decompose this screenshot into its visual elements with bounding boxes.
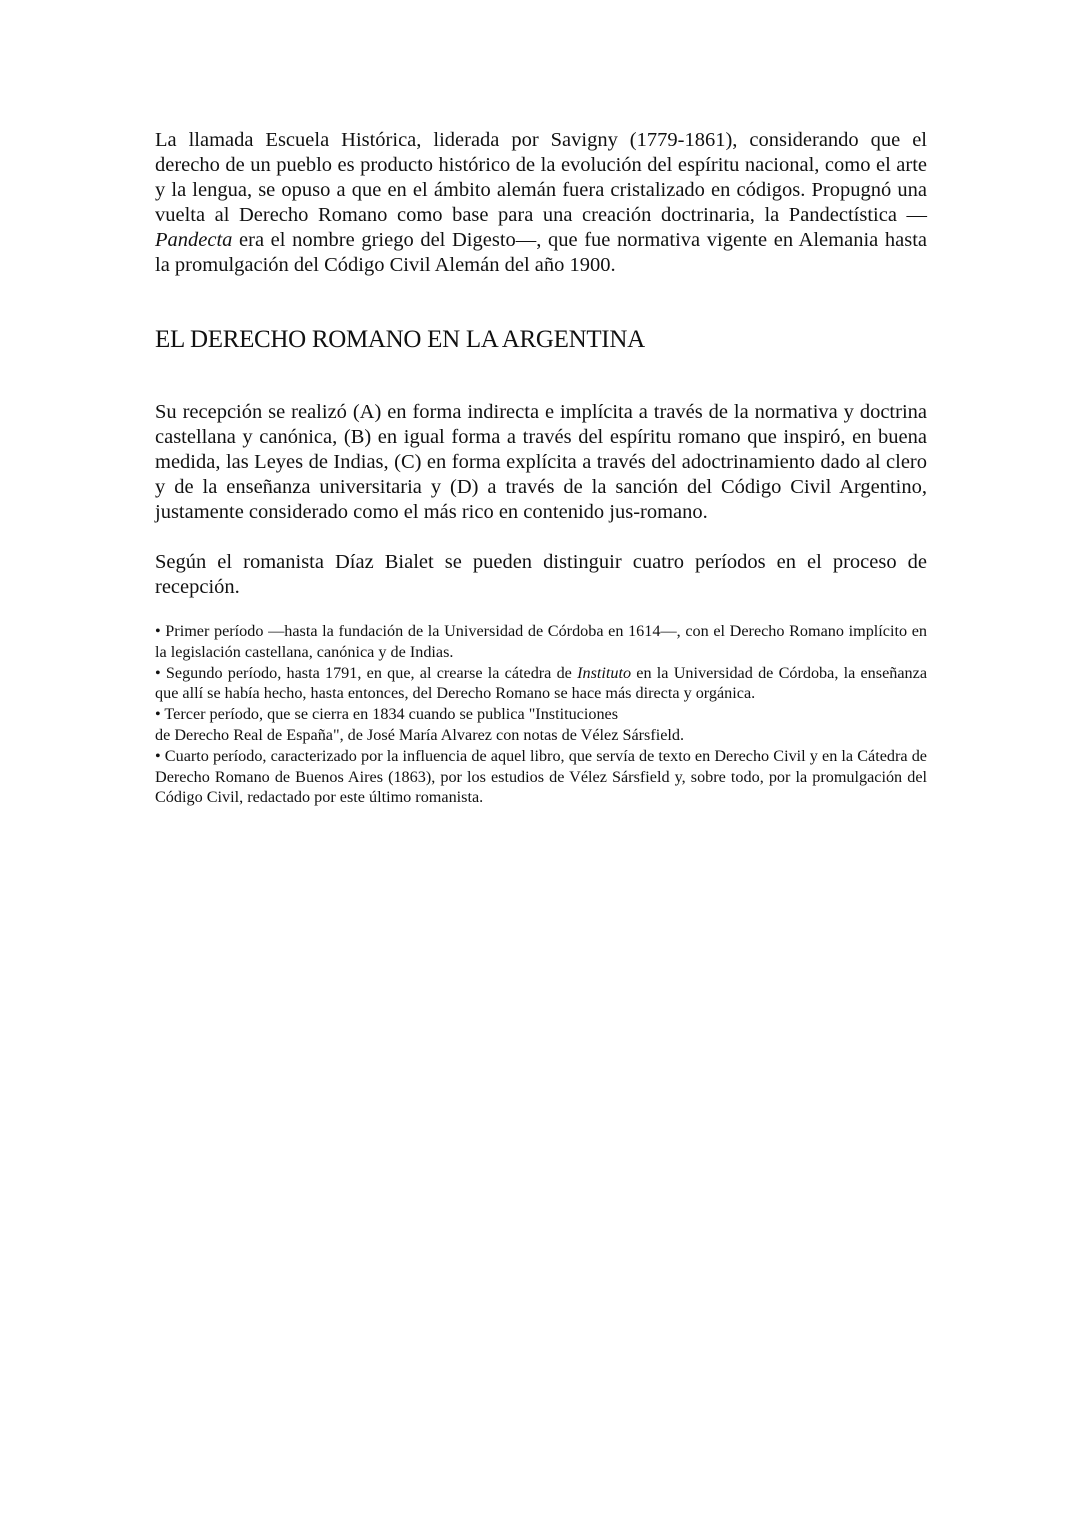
paragraph-recepcion: Su recepción se realizó (A) en forma indirecta e implícita a través de la normativa y doctrina castellana y canónica, (B) en igual forma a través del espíritu romano que inspiró, en buena medida, las Leyes de Indias, (C) en forma explícita a través del adoctrinamiento dado al clero y de la enseñanza universitaria y (D) a través de la sanción del Código Civil Argentino, justamente considerado como el más rico en contenido jus-romano. (155, 401, 927, 523)
item2-text-end: en la Universidad de Córdoba, la enseñanza que allí se había hecho, hasta entonces, del Derecho Romano se hace más directa y orgánica. (155, 663, 928, 703)
pandecta-italic: Pandecta (155, 229, 233, 251)
paragraph-escuela-historica (155, 128, 927, 278)
paragraph1-text-start: La llamada Escuela Histórica, liderada por Savigny (1779-1861), considerando que el derecho de un pueblo es producto histórico de la evolución del espíritu nacional, como el arte y la lengua, se opuso a que en el ámbito alemán fuera cristalizado en códigos. Propugnó una vuelta al Derecho Romano como base para una creación doctrinaria, la Pandectística — (155, 129, 927, 226)
list-item-segundo-periodo (155, 663, 927, 705)
section-heading: EL DERECHO ROMANO EN LA ARGENTINA (155, 326, 645, 353)
instituto-italic: Instituto (577, 663, 632, 682)
periods-list (155, 621, 927, 808)
item2-text-start: • Segundo período, hasta 1791, en que, al crearse la cátedra de (155, 663, 578, 682)
list-item-tercer-periodo-line1: • Tercer período, que se cierra en 1834 cuando se publica "Instituciones (155, 705, 619, 724)
paragraph-periodos-intro: Según el romanista Díaz Bialet se pueden distinguir cuatro períodos en el proceso de recepción. (155, 551, 927, 598)
list-item-cuarto-periodo: • Cuarto período, caracterizado por la influencia de aquel libro, que servía de texto en Derecho Civil y en la Cátedra de Derecho Romano de Buenos Aires (1863), por los estudios de Vélez Sársfield y, sobre todo, por la promulgación del Código Civil, redactado por este último romanista. (155, 746, 927, 807)
list-item-primer-periodo: • Primer período —hasta la fundación de la Universidad de Córdoba en 1614—, con el Derecho Romano implícito en la legislación castellana, canónica y de Indias. (155, 622, 927, 661)
list-item-tercer-periodo-line2: de Derecho Real de España", de José María Alvarez con notas de Vélez Sársfield. (155, 725, 685, 744)
paragraph1-text-end: era el nombre griego del Digesto—, que fue normativa vigente en Alemania hasta la promulgación del Código Civil Alemán del año 1900. (155, 229, 927, 276)
